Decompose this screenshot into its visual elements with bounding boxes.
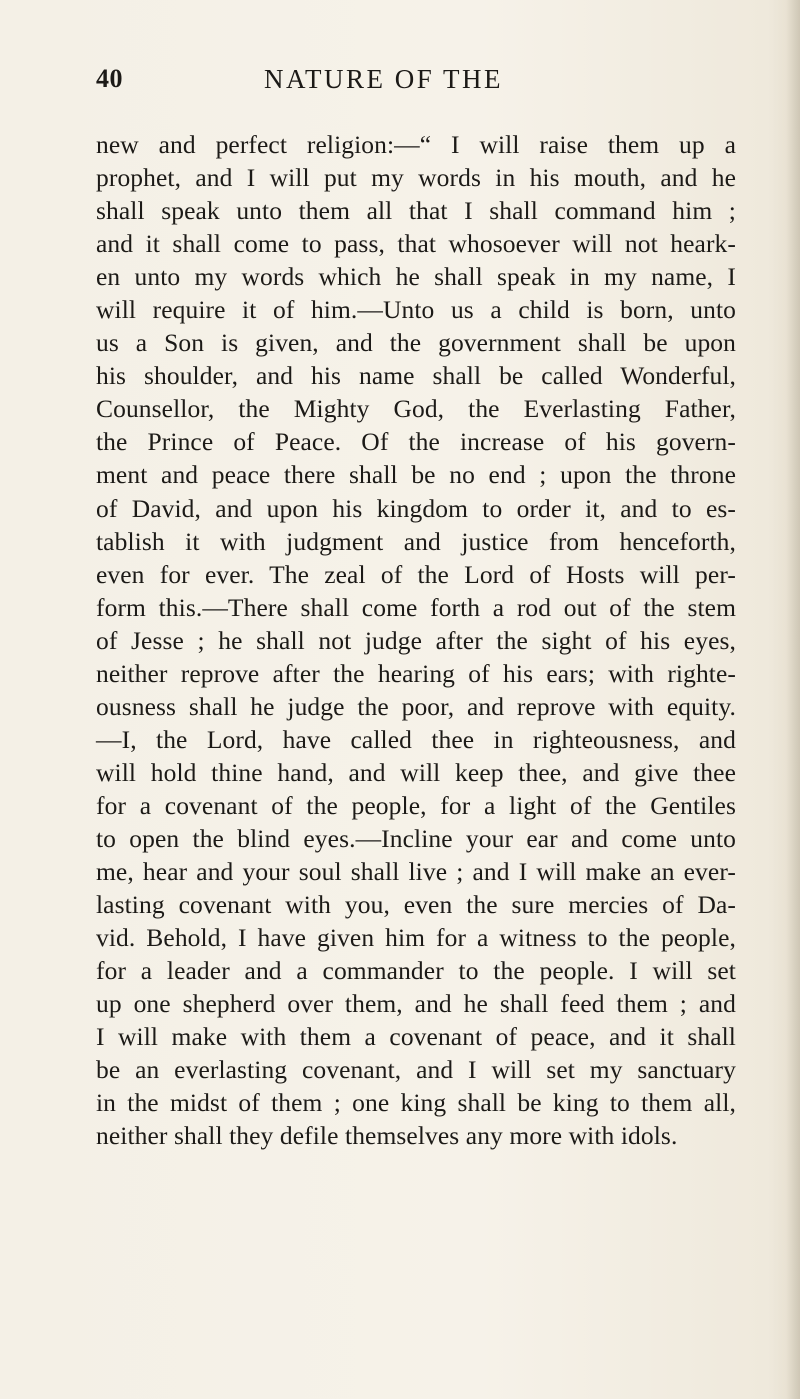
- text-line: be an everlasting covenant, and I will set my sanctuary: [96, 1055, 736, 1085]
- running-head: NATURE OF THE: [264, 64, 504, 94]
- text-line: new and perfect religion:—“ I will raise them up a: [96, 130, 736, 159]
- text-line: will require it of him.—Unto us a child is born, unto: [96, 295, 736, 325]
- text-line: neither shall they defile themselves any more with idols.: [96, 1121, 678, 1151]
- text-line: prophet, and I will put my words in his mouth, and he: [96, 163, 736, 193]
- text-line: me, hear and your soul shall live ; and I will make an ever-: [96, 857, 736, 887]
- text-line: to open the blind eyes.—Incline your ear and come unto: [96, 823, 736, 853]
- text-line: I will make with them a covenant of peace, and it shall: [96, 1022, 736, 1052]
- text-line: his shoulder, and his name shall be called Wonderful,: [96, 361, 736, 391]
- text-line: ousness shall he judge the poor, and reprove with equity.: [96, 691, 736, 721]
- text-line: for a leader and a commander to the people. I will set: [96, 956, 736, 986]
- text-line: tablish it with judgment and justice from henceforth,: [96, 526, 736, 556]
- text-line: of Jesse ; he shall not judge after the sight of his eyes,: [96, 625, 736, 655]
- text-line: en unto my words which he shall speak in my name, I: [96, 262, 736, 292]
- text-line: will hold thine hand, and will keep thee, and give thee: [96, 757, 736, 787]
- text-line: the Prince of Peace. Of the increase of his govern-: [96, 427, 736, 457]
- text-line: even for ever. The zeal of the Lord of Hosts will per-: [96, 559, 736, 589]
- page-number: 40: [96, 64, 123, 93]
- text-line: up one shepherd over them, and he shall feed them ; and: [96, 989, 736, 1019]
- text-line: Counsellor, the Mighty God, the Everlasting Father,: [96, 394, 736, 424]
- text-line: us a Son is given, and the government shall be upon: [96, 328, 736, 358]
- text-line: of David, and upon his kingdom to order it, and to es-: [96, 493, 736, 523]
- body-text: [96, 128, 736, 1152]
- text-line: —I, the Lord, have called thee in righteousness, and: [96, 724, 736, 754]
- text-line: ment and peace there shall be no end ; upon the throne: [96, 460, 736, 490]
- text-line: and it shall come to pass, that whosoever will not heark-: [96, 229, 736, 259]
- text-line: shall speak unto them all that I shall command him ;: [96, 196, 736, 226]
- text-line: neither reprove after the hearing of his ears; with righte-: [96, 658, 736, 688]
- text-line: vid. Behold, I have given him for a witness to the people,: [96, 923, 736, 953]
- text-line: lasting covenant with you, even the sure mercies of Da-: [96, 890, 736, 920]
- page-header: [96, 64, 736, 104]
- text-line: form this.—There shall come forth a rod out of the stem: [96, 592, 736, 622]
- page-edge-shadow: [786, 0, 800, 1399]
- text-line: in the midst of them ; one king shall be king to them all,: [96, 1088, 736, 1118]
- text-line: for a covenant of the people, for a light of the Gentiles: [96, 790, 736, 820]
